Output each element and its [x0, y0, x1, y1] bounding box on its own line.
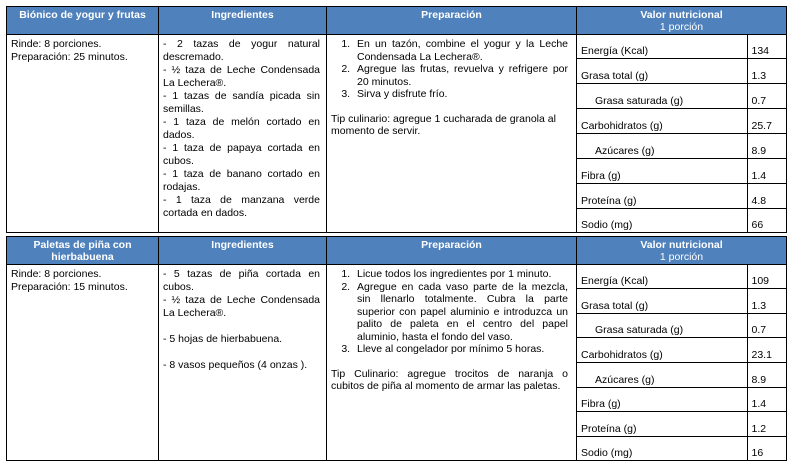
steps-list: [331, 38, 568, 101]
ingredient-item: - 1 taza de melón cortado en dados.: [163, 116, 320, 141]
nutrient-value: 1.3: [747, 59, 786, 84]
nutrition-row: [577, 109, 786, 134]
step-item: 3. Sirva y disfrute frío.: [353, 88, 568, 101]
nutrient-value: 1.2: [747, 412, 786, 437]
nutrition-cell: [577, 35, 787, 233]
ingredient-item: - 1 tazas de sandía picada sin semillas.: [163, 90, 320, 115]
nutrient-value: 0.7: [747, 84, 786, 109]
ingredient-item: - 5 tazas de piña cortada en cubos.: [163, 268, 320, 293]
nutrient-label: Proteína (g): [577, 183, 747, 208]
nutrient-value: 1.4: [747, 158, 786, 183]
nutrient-label: Carbohidratos (g): [577, 338, 747, 363]
nutrition-row: [577, 133, 786, 158]
nutrient-label: Grasa saturada (g): [577, 313, 747, 338]
preparation-cell: [327, 35, 577, 233]
nutrient-value: 25.7: [747, 109, 786, 134]
recipe-title: Paletas de piña con hierbabuena: [7, 237, 159, 265]
recipe-table-paletas: [6, 236, 787, 461]
step-item: 2. Agregue las frutas, revuelva y refrigere por 20 minutos.: [353, 63, 568, 88]
nutrient-value: 134: [747, 35, 786, 59]
nutrient-value: 1.3: [747, 289, 786, 314]
nutrition-cell: [577, 265, 787, 461]
nutrition-header-subtitle: 1 porción: [659, 21, 704, 33]
nutrient-value: 109: [747, 265, 786, 289]
nutrition-row: [577, 265, 786, 289]
nutrient-value: 66: [747, 208, 786, 232]
ingredient-item: - 1 taza de manzana verde cortada en dados.: [163, 194, 320, 219]
ingredient-item: - ½ taza de Leche Condensada La Lechera®.: [163, 64, 320, 89]
nutrient-label: Grasa saturada (g): [577, 84, 747, 109]
preparation-header: Preparación: [327, 7, 577, 35]
nutrition-row: [577, 289, 786, 314]
ingredient-item: - 1 taza de papaya cortada en cubos.: [163, 142, 320, 167]
nutrient-label: Fibra (g): [577, 158, 747, 183]
nutrient-label: Energía (Kcal): [577, 35, 747, 59]
nutrient-value: 4.8: [747, 183, 786, 208]
nutrition-header-title: Valor nutricional: [640, 239, 723, 251]
nutrient-label: Carbohidratos (g): [577, 109, 747, 134]
nutrition-header-title: Valor nutricional: [640, 9, 723, 21]
preparation-header: Preparación: [327, 237, 577, 265]
nutrition-row: [577, 84, 786, 109]
nutrient-value: 8.9: [747, 133, 786, 158]
nutrition-header: [577, 7, 787, 35]
nutrient-label: Azúcares (g): [577, 362, 747, 387]
nutrient-value: 8.9: [747, 362, 786, 387]
nutrition-row: [577, 59, 786, 84]
yield-cell: [7, 265, 159, 461]
steps-list: [331, 268, 568, 356]
step-item: 1. En un tazón, combine el yogur y la Leche Condensada La Lechera®.: [353, 38, 568, 63]
nutrition-header: [577, 237, 787, 265]
prep-time-text: Preparación: 25 minutos.: [11, 51, 128, 63]
preparation-cell: [327, 265, 577, 461]
yield-cell: [7, 35, 159, 233]
ingredient-item: - 5 hojas de hierbabuena.: [163, 333, 283, 345]
step-item: 3. Lleve al congelador por mínimo 5 horas.: [353, 343, 568, 356]
nutrition-row: [577, 35, 786, 59]
ingredients-cell: [159, 35, 327, 233]
ingredient-item: - 2 tazas de yogur natural descremado.: [163, 38, 320, 63]
nutrition-row: [577, 338, 786, 363]
ingredient-item: - ½ taza de Leche Condensada La Lechera®.: [163, 294, 320, 319]
cooking-tip: Tip Culinario: agregue trocitos de naranja o cubitos de piña al momento de armar las paletas.: [331, 367, 568, 392]
nutrition-header-subtitle: 1 porción: [659, 251, 704, 263]
nutrition-row: [577, 313, 786, 338]
nutrition-row: [577, 387, 786, 412]
nutrient-label: Grasa total (g): [577, 59, 747, 84]
nutrition-table: [577, 35, 786, 232]
nutrient-label: Fibra (g): [577, 387, 747, 412]
nutrition-row: [577, 436, 786, 460]
nutrient-label: Energía (Kcal): [577, 265, 747, 289]
nutrient-value: 23.1: [747, 338, 786, 363]
nutrition-table: [577, 265, 786, 460]
nutrition-row: [577, 208, 786, 232]
ingredients-cell: [159, 265, 327, 461]
nutrient-label: Azúcares (g): [577, 133, 747, 158]
yield-text: Rinde: 8 porciones.: [11, 268, 102, 280]
nutrition-row: [577, 183, 786, 208]
nutrient-label: Grasa total (g): [577, 289, 747, 314]
recipe-title: Biónico de yogur y frutas: [7, 7, 159, 35]
ingredients-header: Ingredientes: [159, 237, 327, 265]
ingredient-item: - 1 taza de banano cortado en rodajas.: [163, 168, 320, 193]
ingredients-header: Ingredientes: [159, 7, 327, 35]
ingredient-item: - 8 vasos pequeños (4 onzas ).: [163, 359, 308, 371]
nutrient-label: Proteína (g): [577, 412, 747, 437]
nutrition-row: [577, 362, 786, 387]
cooking-tip: Tip culinario: agregue 1 cucharada de granola al momento de servir.: [331, 112, 556, 137]
step-item: 2. Agregue en cada vaso parte de la mezcla, sin llenarlo totalmente. Cubra la parte superior con papel aluminio e introduzca un palito de paleta en el centro del papel aluminio, hasta el fondo del vaso.: [353, 281, 568, 344]
nutrient-value: 1.4: [747, 387, 786, 412]
recipe-table-bionico: [6, 6, 787, 233]
nutrient-label: Sodio (mg): [581, 219, 633, 231]
nutrient-value: 0.7: [747, 313, 786, 338]
nutrient-value: 16: [747, 436, 786, 460]
nutrition-row: [577, 412, 786, 437]
yield-text: Rinde: 8 porciones.: [11, 38, 102, 50]
nutrient-label: Sodio (mg): [581, 447, 633, 459]
prep-time-text: Preparación: 15 minutos.: [11, 281, 128, 293]
nutrition-row: [577, 158, 786, 183]
step-item: 1. Licue todos los ingredientes por 1 minuto.: [353, 268, 568, 281]
